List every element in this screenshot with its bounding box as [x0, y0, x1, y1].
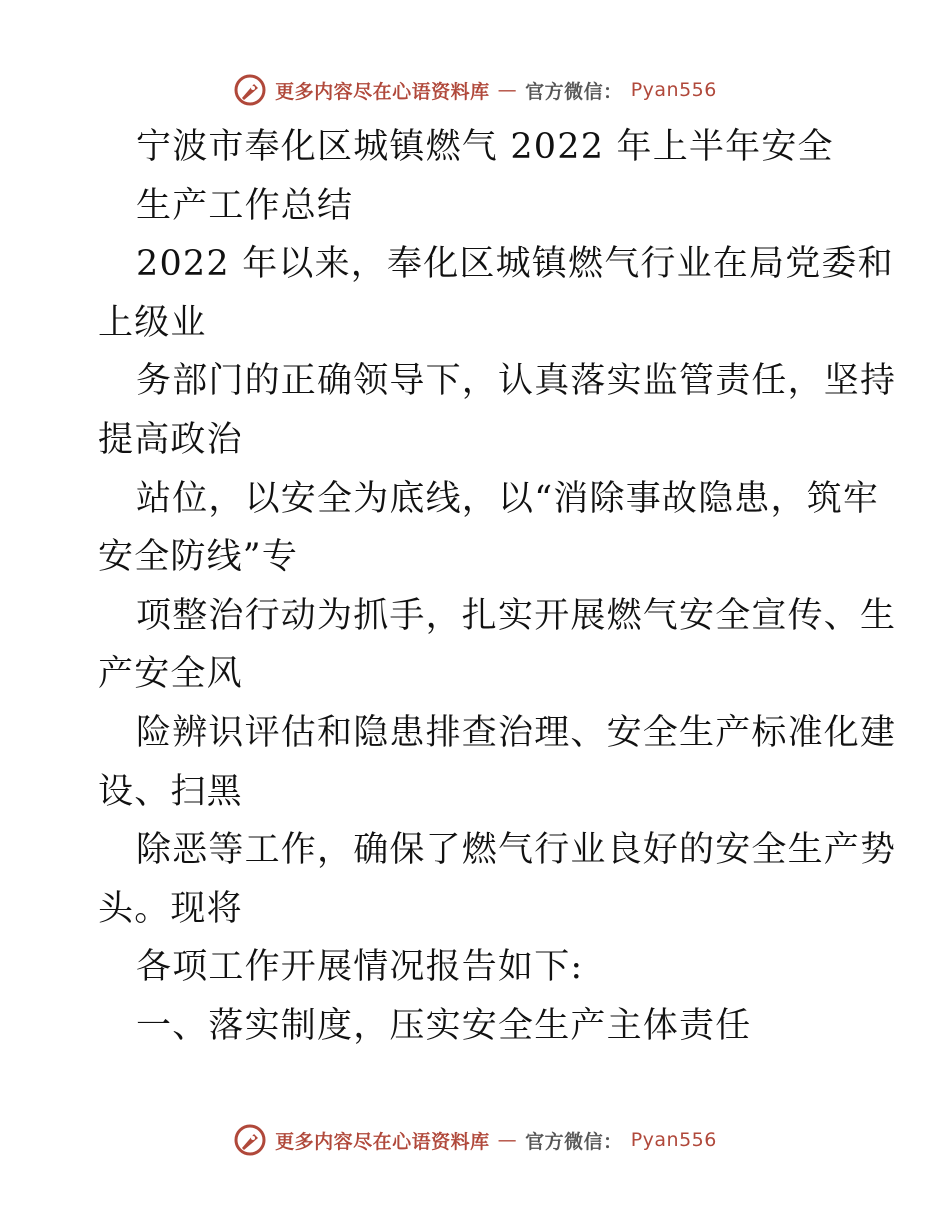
doc-paragraph-line: 险辨识评估和隐患排查治理、安全生产标准化建 [136, 712, 897, 753]
doc-paragraph-line: 头。现将 [98, 888, 243, 929]
doc-paragraph-line: 安全防线”专 [98, 537, 299, 578]
document-body [98, 118, 897, 1056]
doc-section-heading: 一、落实制度，压实安全生产主体责任 [136, 1005, 752, 1046]
doc-title-line-2: 生产工作总结 [136, 185, 354, 226]
watermark-dash: — [497, 1129, 518, 1151]
pen-nib-circle-icon [233, 73, 267, 107]
doc-paragraph-line: 设、扫黑 [98, 771, 243, 812]
watermark-banner-bottom [0, 1120, 950, 1160]
doc-paragraph-line: 务部门的正确领导下，认真落实监管责任，坚持 [136, 361, 897, 402]
watermark-banner-top [0, 70, 950, 110]
pen-nib-circle-icon [233, 1123, 267, 1157]
doc-paragraph-line: 站位，以安全为底线，以“消除事故隐患，筑牢 [136, 478, 880, 519]
watermark-wechat-label: 官方微信： [525, 1130, 623, 1153]
doc-paragraph-line: 产安全风 [98, 654, 243, 695]
doc-title-line-1: 宁波市奉化区城镇燃气 2022 年上半年安全 [136, 127, 834, 167]
watermark-wechat-id: Pyan556 [630, 79, 717, 101]
doc-paragraph-line: 上级业 [98, 302, 207, 343]
watermark-dash: — [497, 79, 518, 101]
watermark-wechat-label: 官方微信： [525, 80, 623, 103]
doc-paragraph-line: 2022 年以来，奉化区城镇燃气行业在局党委和 [136, 244, 894, 285]
watermark-text: 更多内容尽在心语资料库 [275, 80, 490, 103]
watermark-text: 更多内容尽在心语资料库 [275, 1130, 490, 1153]
doc-paragraph-line: 除恶等工作，确保了燃气行业良好的安全生产势 [136, 830, 897, 871]
doc-paragraph-line: 各项工作开展情况报告如下: [136, 947, 584, 988]
doc-paragraph-line: 提高政治 [98, 419, 243, 460]
doc-paragraph-line: 项整治行动为抓手，扎实开展燃气安全宣传、生 [136, 595, 897, 636]
watermark-wechat-id: Pyan556 [630, 1129, 717, 1151]
